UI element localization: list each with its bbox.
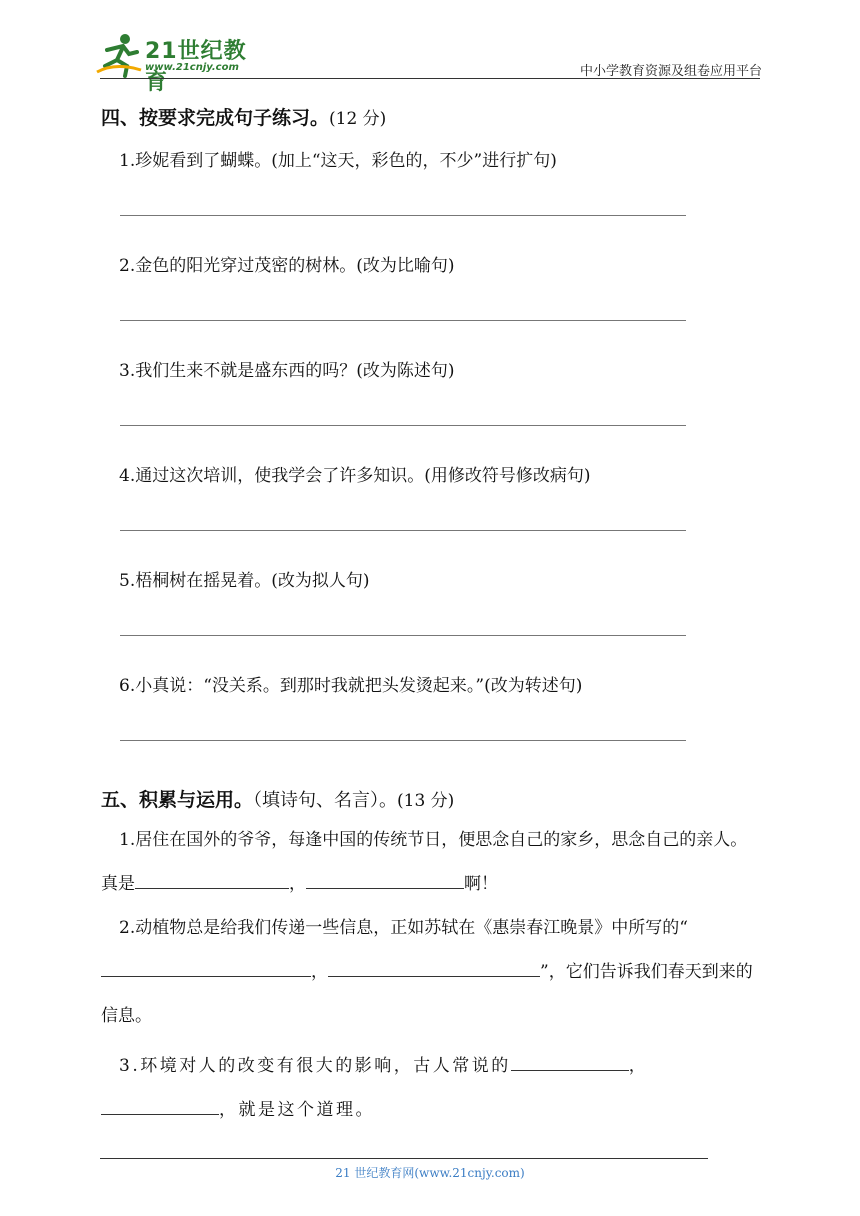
section4-title <box>101 103 386 130</box>
q2-ending: ”，它们告诉我们春天到来的信息。 <box>101 962 753 1026</box>
answer-line-4[interactable] <box>120 530 686 531</box>
section5-question-1 <box>101 818 761 906</box>
runner-logo-icon <box>95 32 143 78</box>
q2-separator: ， <box>311 962 328 982</box>
answer-line-3[interactable] <box>120 425 686 426</box>
section5-note: （填诗句、名言）。 <box>253 790 398 811</box>
section4-question-5: 5.梧桐树在摇晃着。(改为拟人句) <box>119 571 370 591</box>
section4-points: (12 分) <box>329 109 387 129</box>
answer-line-5[interactable] <box>120 635 686 636</box>
q3-ending: ，就是这个道理。 <box>219 1100 375 1120</box>
footer-text[interactable]: 21 世纪教育网(www.21cnjy.com) <box>335 1166 525 1180</box>
logo-url: www.21cnjy.com <box>145 62 239 73</box>
section5-question-2 <box>101 906 761 1038</box>
footer-divider <box>100 1158 708 1159</box>
q2-blank-2[interactable] <box>328 960 540 977</box>
logo-text: 21世纪教育 <box>145 39 247 95</box>
answer-line-1[interactable] <box>120 215 686 216</box>
section4-question-4: 4.通过这次培训，使我学会了许多知识。(用修改符号修改病句) <box>119 466 591 486</box>
header-divider <box>100 78 760 79</box>
q1-text: 1.居住在国外的爷爷，每逢中国的传统节日，便思念自己的家乡，思念自己的亲人。真是 <box>101 830 748 894</box>
section4-question-6: 6.小真说：“没关系。到那时我就把头发烫起来。”(改为转述句) <box>119 676 583 696</box>
q3-text: 3.环境对人的改变有很大的影响，古人常说的 <box>119 1056 511 1076</box>
answer-line-6[interactable] <box>120 740 686 741</box>
q1-blank-2[interactable] <box>306 872 464 889</box>
section5-points: (13 分) <box>397 791 455 811</box>
page-header <box>0 0 860 95</box>
q1-separator: ， <box>289 874 306 894</box>
site-logo <box>95 32 265 95</box>
section4-question-2: 2.金色的阳光穿过茂密的树林。(改为比喻句) <box>119 256 455 276</box>
q1-ending: 啊！ <box>464 874 498 894</box>
section5-heading: 五、积累与运用。 <box>101 789 254 811</box>
answer-line-2[interactable] <box>120 320 686 321</box>
section4-question-1: 1.珍妮看到了蝴蝶。(加上“这天，彩色的，不少”进行扩句) <box>119 151 557 171</box>
section5-title <box>101 785 454 812</box>
q2-blank-1[interactable] <box>101 960 311 977</box>
section4-question-3: 3.我们生来不就是盛东西的吗？(改为陈述句) <box>119 361 455 381</box>
q2-text: 2.动植物总是给我们传递一些信息，正如苏轼在《惠崇春江晚景》中所写的“ <box>119 918 688 938</box>
q3-separator: ， <box>628 1056 649 1076</box>
section5-question-3 <box>101 1044 761 1132</box>
q3-blank-2[interactable] <box>101 1098 219 1115</box>
q1-blank-1[interactable] <box>135 872 289 889</box>
section4-heading: 四、按要求完成句子练习。 <box>101 107 330 129</box>
q3-blank-1[interactable] <box>511 1054 629 1071</box>
header-platform-name: 中小学教育资源及组卷应用平台 <box>579 64 762 79</box>
